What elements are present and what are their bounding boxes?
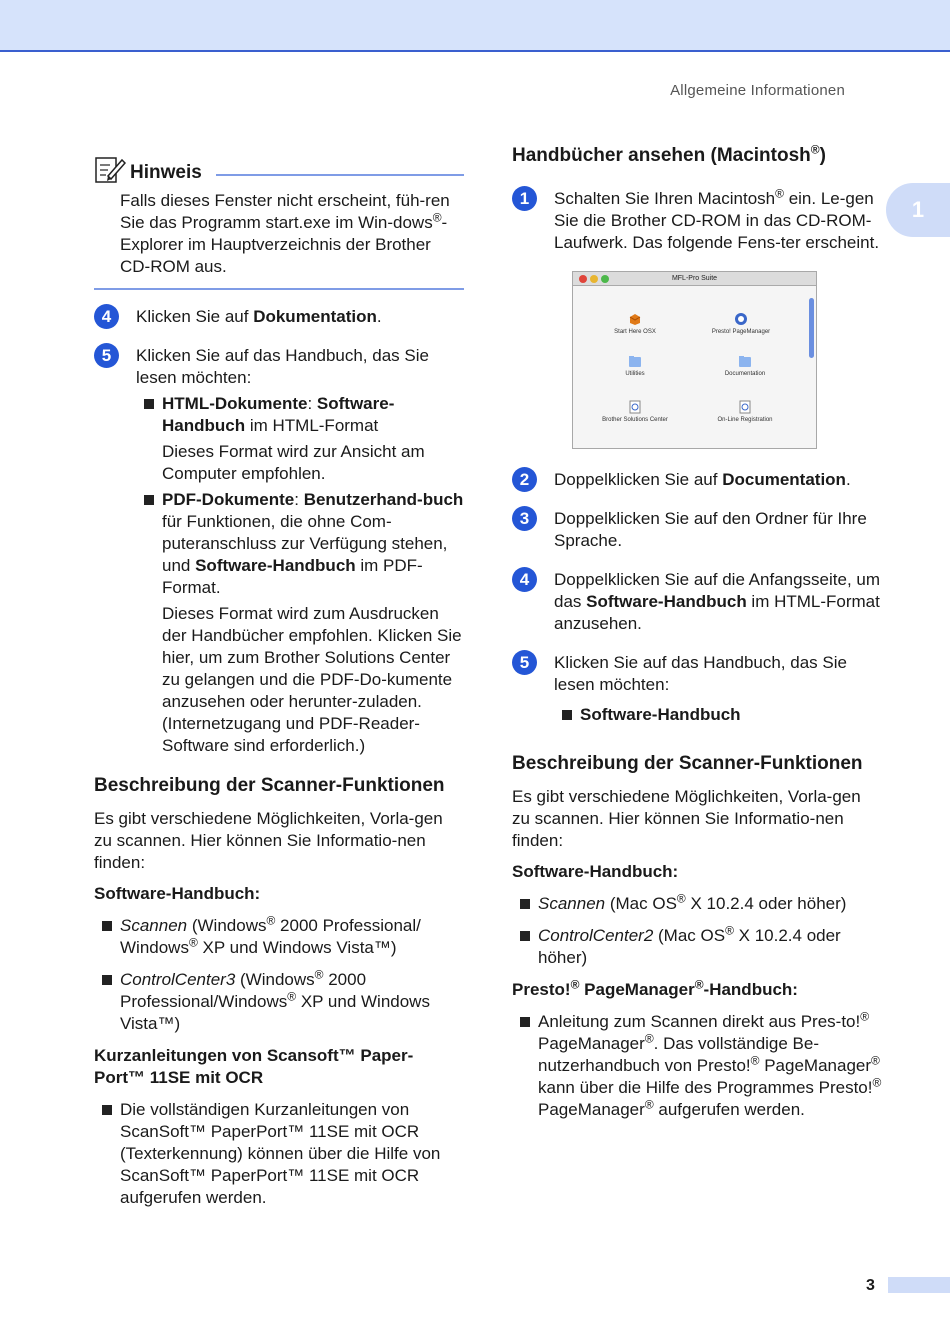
note-header [94,150,464,184]
bullet-html-docs: HTML-Dokumente: Software-Handbuch im HTML-Format [136,393,464,437]
step-number-badge: 4 [94,304,119,329]
utilities-folder-icon[interactable]: Utilities [585,354,685,378]
documentation-folder-icon[interactable]: Documentation [695,354,795,378]
presto-pagemanager-icon[interactable]: Presto! PageManager [691,312,791,336]
note-box [94,150,464,290]
right-column [512,144,882,1131]
mac-heading: Handbücher ansehen (Macintosh®) [512,142,826,166]
note-title: Hinweis [130,162,202,183]
list-item-presto-guide: Anleitung zum Scannen direkt aus Pres-to!® PageManager®. Das vollständige Be-nutzerhandbuch von Presto!® PageManager® kann über die Hilfe des Programmes Presto!® PageManager® aufgerufen werden. [512,1011,882,1121]
section-heading: Beschreibung der Scanner-Funktionen [512,753,863,774]
list-item-paperport: Die vollständigen Kurzanleitungen von ScanSoft™ PaperPort™ 11SE mit OCR (Texterkennung) können über die Hilfe von ScanSoft™ PaperPort™ 11SE mit OCR aufgerufen werden. [94,1099,464,1209]
right-step-2: 2 Doppelklicken Sie auf Documentation. [512,469,882,491]
note-rule [216,174,464,176]
left-step-5 [94,345,464,757]
page-number: 3 [866,1277,875,1294]
brother-solutions-center-icon[interactable]: Brother Solutions Center [585,400,685,424]
step-text: Klicken Sie auf das Handbuch, das Sie lesen möchten: [136,346,429,387]
section-intro: Es gibt verschiedene Möglichkeiten, Vorla-gen zu scannen. Hier können Sie Informatio-nen finden: [94,809,443,872]
note-pencil-icon [94,154,126,184]
step-number-badge: 5 [94,343,119,368]
right-step-5: 5 Klicken Sie auf das Handbuch, das Sie lesen möchten: Software-Handbuch [512,652,882,726]
bullet-pdf-docs: PDF-Dokumente: Benutzerhand-buch für Funktionen, die ohne Com-puteranschluss zur Verfügung stehen, und Software-Handbuch im PDF-Format. [136,489,464,599]
zoom-icon [601,275,609,283]
right-step-1: 1 Schalten Sie Ihren Macintosh® ein. Le-gen Sie die Brother CD-ROM in das CD-ROM-Laufwerk. Das folgende Fens-ter erscheint. [512,188,882,254]
left-step-4: 4 Klicken Sie auf Dokumentation. [94,306,464,328]
subheading-software-handbuch: Software-Handbuch: [94,884,261,903]
subheading-kurzanleitungen: Kurzanleitungen von Scansoft™ Paper-Port™ 11SE mit OCR [94,1046,414,1087]
right-step-4: 4 Doppelklicken Sie auf die Anfangsseite, um das Software-Handbuch im HTML-Format anzusehen. [512,569,882,635]
close-icon [579,275,587,283]
list-item-scannen: Scannen (Windows® 2000 Professional/ Windows® XP und Windows Vista™) [94,915,464,959]
section-heading: Beschreibung der Scanner-Funktionen [94,775,445,796]
online-registration-icon[interactable]: On-Line Registration [695,400,795,424]
bullet-html-desc: Dieses Format wird zur Ansicht am Computer empfohlen. [162,442,425,483]
chapter-tab: 1 [886,183,950,237]
dokumentation-label: Dokumentation [253,307,377,326]
running-header: Allgemeine Informationen [670,82,845,99]
bullet-software-handbuch: Software-Handbuch [554,704,882,726]
subheading-software-handbuch: Software-Handbuch: [512,862,679,881]
step-number-badge: 3 [512,506,537,531]
list-item-scannen: Scannen (Mac OS® X 10.2.4 oder höher) [512,893,882,915]
list-item-controlcenter3: ControlCenter3 (Windows® 2000 Professional/Windows® XP und Windows Vista™) [94,969,464,1035]
section-intro: Es gibt verschiedene Möglichkeiten, Vorla-gen zu scannen. Hier können Sie Informatio-nen finden: [512,787,861,850]
list-item-controlcenter2: ControlCenter2 (Mac OS® X 10.2.4 oder höher) [512,925,882,969]
note-bottom-rule [94,288,464,290]
step-number-badge: 2 [512,467,537,492]
window-scrollbar[interactable] [809,298,814,358]
top-header-band [0,0,950,52]
window-title-bar: MFL-Pro Suite [573,272,816,286]
page-number-bar [888,1277,950,1293]
step-number-badge: 4 [512,567,537,592]
bullet-pdf-desc: Dieses Format wird zum Ausdrucken der Handbücher empfohlen. Klicken Sie hier, um zum Brother Solutions Center zu gelangen und die PDF-Do-kumente anzusehen oder herunter-zuladen. (Internetzugang und PDF-Reader-Software sind erforderlich.) [162,604,462,755]
note-text: Falls dieses Fenster nicht erscheint, füh-ren Sie das Programm start.exe im Win-dows®-Explorer im Hauptverzeichnis der Brother CD-ROM aus. [120,191,450,276]
subheading-presto: Presto!® PageManager®-Handbuch: [512,977,798,999]
minimize-icon [590,275,598,283]
start-here-osx-icon[interactable]: Start Here OSX [585,312,685,336]
left-column [94,150,464,1219]
step-number-badge: 5 [512,650,537,675]
step-number-badge: 1 [512,186,537,211]
mfl-pro-suite-window [572,271,817,449]
right-step-3: 3 Doppelklicken Sie auf den Ordner für Ihre Sprache. [512,508,882,552]
